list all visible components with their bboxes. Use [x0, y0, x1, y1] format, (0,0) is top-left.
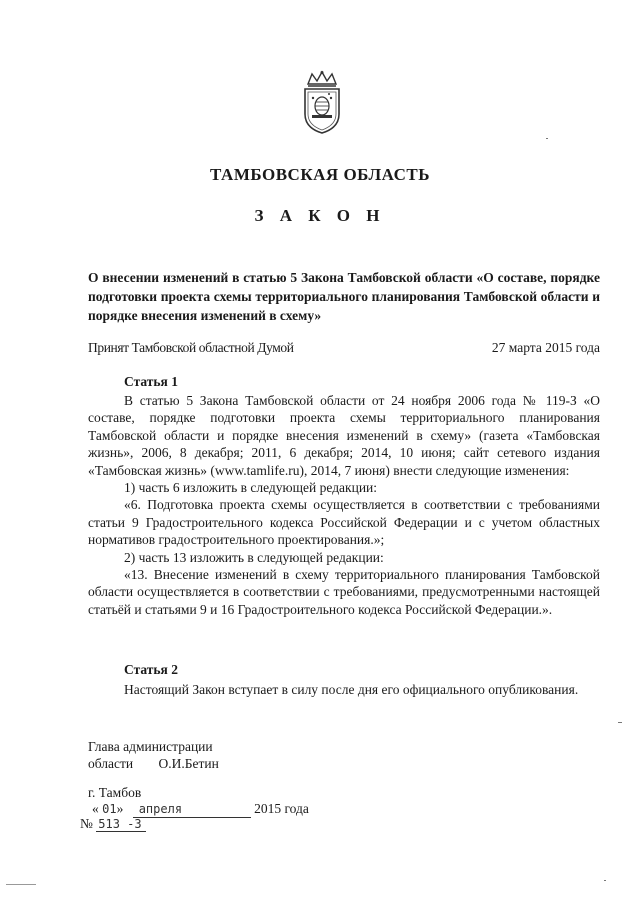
document-number — [80, 816, 146, 832]
scan-speck — [618, 722, 622, 723]
scan-speck — [604, 880, 606, 881]
signature-block — [88, 738, 219, 772]
adopted-date: 27 марта 2015 года — [491, 340, 600, 355]
scan-speck — [6, 884, 36, 885]
article-1-heading: Статья 1 — [124, 374, 178, 389]
number-value: 513 -З — [96, 817, 145, 832]
date-quote-close: » — [116, 801, 124, 816]
article-2-heading: Статья 2 — [124, 662, 178, 677]
scan-speck — [546, 138, 548, 139]
law-title: О внесении изменений в статью 5 Закона Тамбовской области «О составе, порядке подготовки проекта схемы территориального планирования Тамбовской области и порядке внесения изменений в схему» — [88, 270, 600, 323]
document-type: З А К О Н — [254, 206, 386, 225]
number-sign: № — [80, 816, 93, 831]
article-1-body — [88, 392, 600, 618]
signature-line-2 — [88, 755, 219, 772]
place-of-signing: г. Тамбов — [88, 785, 142, 800]
article-1-intro: В статью 5 Закона Тамбовской области от 24 ноября 2006 года № 119-З «О составе, порядке подготовки проекта схемы территориального планирования Тамбовской области и порядке внесения изменений в схему» (газета «Тамбовская жизнь», 2006, 8 декабря; 2011, 6 декабря; 2014, 10 июня; сайт сетевого издания «Тамбовская жизнь» (www.tamlife.ru), 2014, 7 июня) внести следующие изменения: — [88, 393, 600, 478]
region-title: ТАМБОВСКАЯ ОБЛАСТЬ — [210, 165, 430, 184]
article-1-item-2: 2) часть 13 изложить в следующей редакции: — [124, 549, 384, 565]
date-month: апреля — [138, 802, 183, 816]
signature-title: Глава администрации — [88, 739, 213, 754]
date-quote-open: « — [92, 801, 99, 816]
signatory-name: О.И.Бетин — [158, 756, 219, 771]
date-year: 2015 года — [254, 801, 309, 816]
article-1-item-1: 1) часть 6 изложить в следующей редакции: — [124, 480, 378, 496]
signature-title-2: области — [88, 756, 134, 771]
article-2-text: Настоящий Закон вступает в силу после дня его официального опубликования. — [124, 682, 579, 697]
date-month-line — [133, 801, 251, 818]
date-day: 01 — [102, 802, 117, 816]
coat-of-arms-icon — [298, 70, 346, 136]
article-1-quote-1: «6. Подготовка проекта схемы осуществляется в соответствии с требованиями статьи 9 Градостроительного кодекса Российской Федерации и с учетом областных нормативов градостроительного проектирования.»; — [88, 497, 600, 548]
adopted-by: Принят Тамбовской областной Думой — [88, 340, 294, 355]
article-1-quote-2: «13. Внесение изменений в схему территориального планирования Тамбовской области осуществляется в соответствии с требованиями, предусмотренными настоящей статьёй и статьями 9 и 16 Градостроительного кодекса Российской Федерации.». — [88, 567, 600, 617]
